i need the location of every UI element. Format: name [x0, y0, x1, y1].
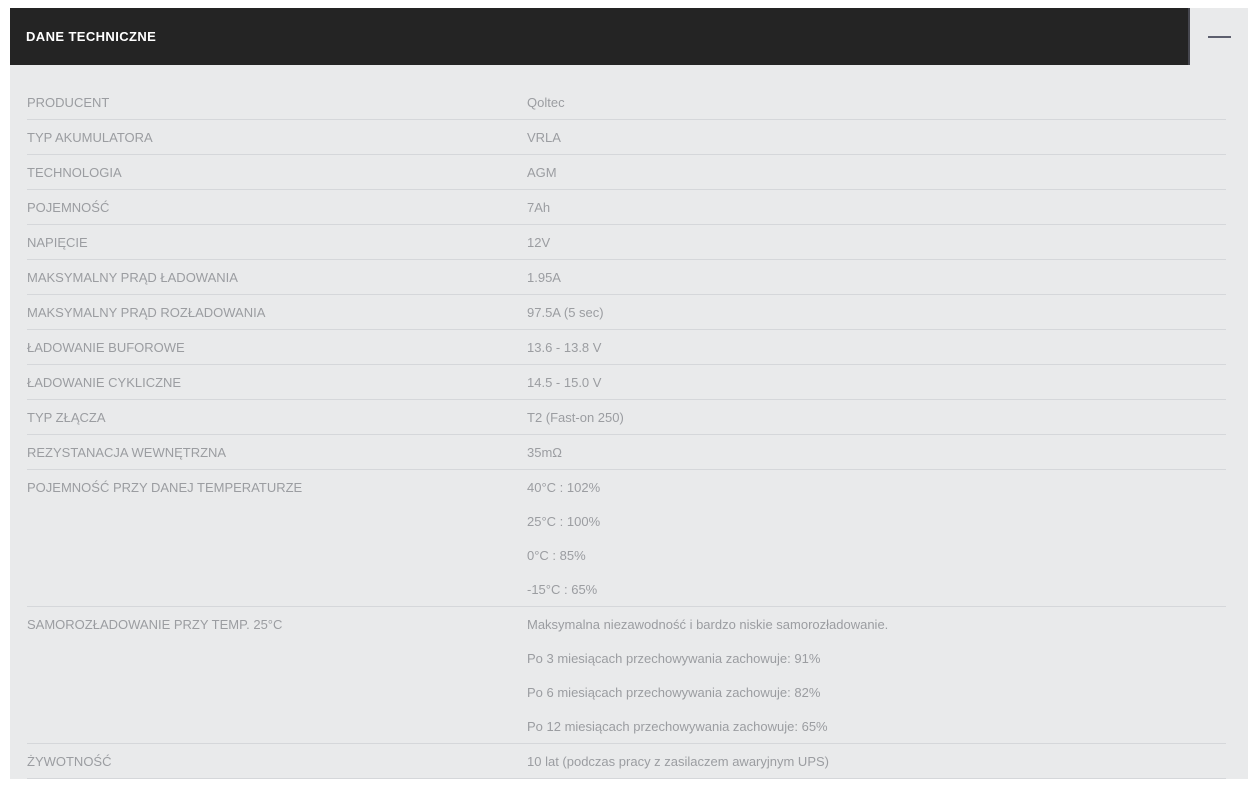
spec-value-line: Po 3 miesiącach przechowywania zachowuje: 91%: [527, 650, 821, 666]
spec-label: TECHNOLOGIA: [27, 164, 122, 180]
spec-values: [527, 295, 1226, 329]
collapse-toggle-button[interactable]: [1190, 8, 1248, 65]
spec-label: TYP ZŁĄCZA: [27, 409, 106, 425]
table-row: [27, 744, 1226, 779]
table-row: [27, 120, 1226, 155]
spec-value-line: VRLA: [527, 129, 561, 145]
spec-value-line: 14.5 - 15.0 V: [527, 374, 602, 390]
spec-label: ŁADOWANIE BUFOROWE: [27, 339, 185, 355]
spec-label: ŻYWOTNOŚĆ: [27, 753, 112, 769]
spec-label: ŁADOWANIE CYKLICZNE: [27, 374, 182, 390]
table-row: [27, 607, 1226, 744]
spec-values: [527, 225, 1226, 259]
spec-label: MAKSYMALNY PRĄD ROZŁADOWANIA: [27, 304, 266, 320]
spec-value-line: 40°C : 102%: [527, 479, 601, 495]
spec-value-line: Po 6 miesiącach przechowywania zachowuje: 82%: [527, 684, 821, 700]
table-row: [27, 225, 1226, 260]
spec-values: [527, 155, 1226, 189]
table-row: [27, 260, 1226, 295]
spec-label: NAPIĘCIE: [27, 234, 88, 250]
table-row: [27, 400, 1226, 435]
spec-label: SAMOROZŁADOWANIE PRZY TEMP. 25°C: [27, 616, 283, 632]
spec-value-line: 7Ah: [527, 199, 551, 215]
spec-value-line: 1.95A: [527, 269, 561, 285]
spec-value-line: T2 (Fast-on 250): [527, 409, 624, 425]
spec-values: [527, 435, 1226, 469]
spec-values: [527, 470, 1226, 606]
spec-value-line: Qoltec: [527, 94, 565, 110]
spec-table: [10, 65, 1248, 779]
accordion-title: DANE TECHNICZNE: [26, 29, 157, 44]
spec-values: [527, 190, 1226, 224]
spec-value-line: 10 lat (podczas pracy z zasilaczem awaryjnym UPS): [527, 753, 829, 769]
table-row: [27, 330, 1226, 365]
spec-values: [527, 744, 1226, 778]
spec-value-line: 25°C : 100%: [527, 513, 601, 529]
spec-values: [527, 400, 1226, 434]
minus-icon: [1208, 36, 1231, 38]
spec-value-line: 35mΩ: [527, 444, 563, 460]
spec-value-line: 12V: [527, 234, 551, 250]
table-row: [27, 85, 1226, 120]
table-row: [27, 295, 1226, 330]
spec-value-line: Po 12 miesiącach przechowywania zachowuje: 65%: [527, 718, 828, 734]
spec-value-line: 97.5A (5 sec): [527, 304, 604, 320]
spec-values: [527, 260, 1226, 294]
spec-values: [527, 330, 1226, 364]
spec-values: [527, 607, 1226, 743]
spec-label: TYP AKUMULATORA: [27, 129, 153, 145]
technical-data-accordion: [10, 8, 1248, 779]
spec-label: POJEMNOŚĆ PRZY DANEJ TEMPERATURZE: [27, 479, 303, 495]
accordion-header: [10, 8, 1248, 65]
spec-value-line: -15°C : 65%: [527, 581, 598, 597]
spec-values: [527, 120, 1226, 154]
table-row: [27, 190, 1226, 225]
table-row: [27, 470, 1226, 607]
spec-values: [527, 85, 1226, 119]
spec-value-line: 0°C : 85%: [527, 547, 586, 563]
table-row: [27, 155, 1226, 190]
spec-values: [527, 365, 1226, 399]
spec-value-line: AGM: [527, 164, 557, 180]
spec-label: PRODUCENT: [27, 94, 110, 110]
spec-value-line: Maksymalna niezawodność i bardzo niskie samorozładowanie.: [527, 616, 889, 632]
table-row: [27, 365, 1226, 400]
table-row: [27, 435, 1226, 470]
spec-value-line: 13.6 - 13.8 V: [527, 339, 602, 355]
accordion-header-bar[interactable]: [10, 8, 1190, 65]
spec-label: POJEMNOŚĆ: [27, 199, 110, 215]
spec-label: REZYSTANACJA WEWNĘTRZNA: [27, 444, 227, 460]
spec-label: MAKSYMALNY PRĄD ŁADOWANIA: [27, 269, 238, 285]
